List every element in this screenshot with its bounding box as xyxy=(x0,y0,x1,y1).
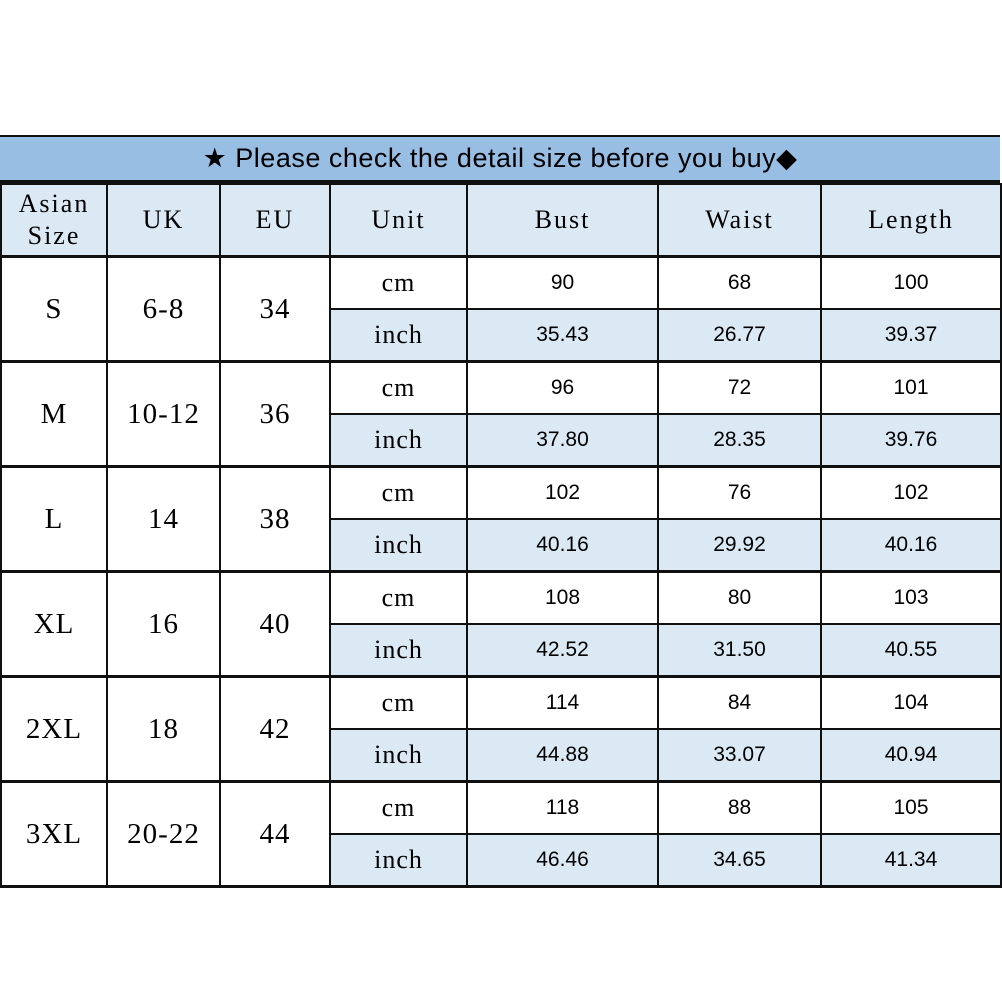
table-row xyxy=(1,257,1001,310)
bust-cm-cell: 114 xyxy=(467,677,658,730)
waist-cm-cell: 72 xyxy=(658,362,821,415)
waist-inch-cell: 26.77 xyxy=(658,309,821,362)
waist-inch-cell: 33.07 xyxy=(658,729,821,782)
header-bust: Bust xyxy=(467,184,658,257)
table-row xyxy=(1,782,1001,835)
header-unit: Unit xyxy=(330,184,467,257)
length-cm-cell: 102 xyxy=(821,467,1001,520)
uk-cell: 16 xyxy=(107,572,220,677)
length-cm-cell: 101 xyxy=(821,362,1001,415)
table-row xyxy=(1,572,1001,625)
bust-inch-cell: 46.46 xyxy=(467,834,658,887)
size-cell: XL xyxy=(1,572,107,677)
size-cell: 3XL xyxy=(1,782,107,887)
eu-cell: 36 xyxy=(220,362,330,467)
size-cell: S xyxy=(1,257,107,362)
unit-inch-cell: inch xyxy=(330,414,467,467)
unit-cm-cell: cm xyxy=(330,572,467,625)
table-row xyxy=(1,677,1001,730)
table-row xyxy=(1,362,1001,415)
size-cell: 2XL xyxy=(1,677,107,782)
length-cm-cell: 100 xyxy=(821,257,1001,310)
uk-cell: 18 xyxy=(107,677,220,782)
bust-inch-cell: 44.88 xyxy=(467,729,658,782)
bust-inch-cell: 35.43 xyxy=(467,309,658,362)
header-uk: UK xyxy=(107,184,220,257)
size-cell: L xyxy=(1,467,107,572)
length-inch-cell: 39.76 xyxy=(821,414,1001,467)
bust-cm-cell: 102 xyxy=(467,467,658,520)
header-eu: EU xyxy=(220,184,330,257)
length-inch-cell: 40.94 xyxy=(821,729,1001,782)
waist-cm-cell: 76 xyxy=(658,467,821,520)
uk-cell: 10-12 xyxy=(107,362,220,467)
header-asian-size: Asian Size xyxy=(1,184,107,257)
length-cm-cell: 105 xyxy=(821,782,1001,835)
unit-cm-cell: cm xyxy=(330,257,467,310)
unit-inch-cell: inch xyxy=(330,519,467,572)
bust-inch-cell: 42.52 xyxy=(467,624,658,677)
banner-text: ★ Please check the detail size before you buy◆ xyxy=(202,143,798,173)
unit-cm-cell: cm xyxy=(330,782,467,835)
bust-cm-cell: 96 xyxy=(467,362,658,415)
unit-cm-cell: cm xyxy=(330,362,467,415)
eu-cell: 38 xyxy=(220,467,330,572)
unit-inch-cell: inch xyxy=(330,834,467,887)
bust-cm-cell: 118 xyxy=(467,782,658,835)
length-inch-cell: 39.37 xyxy=(821,309,1001,362)
uk-cell: 20-22 xyxy=(107,782,220,887)
bust-inch-cell: 37.80 xyxy=(467,414,658,467)
header-waist: Waist xyxy=(658,184,821,257)
unit-inch-cell: inch xyxy=(330,309,467,362)
waist-inch-cell: 29.92 xyxy=(658,519,821,572)
bust-cm-cell: 108 xyxy=(467,572,658,625)
unit-cm-cell: cm xyxy=(330,467,467,520)
eu-cell: 40 xyxy=(220,572,330,677)
length-inch-cell: 40.16 xyxy=(821,519,1001,572)
uk-cell: 14 xyxy=(107,467,220,572)
bust-cm-cell: 90 xyxy=(467,257,658,310)
length-inch-cell: 41.34 xyxy=(821,834,1001,887)
table-header-row xyxy=(1,184,1001,257)
unit-cm-cell: cm xyxy=(330,677,467,730)
waist-cm-cell: 88 xyxy=(658,782,821,835)
waist-inch-cell: 28.35 xyxy=(658,414,821,467)
size-cell: M xyxy=(1,362,107,467)
eu-cell: 44 xyxy=(220,782,330,887)
unit-inch-cell: inch xyxy=(330,624,467,677)
length-inch-cell: 40.55 xyxy=(821,624,1001,677)
banner xyxy=(0,135,1000,183)
eu-cell: 34 xyxy=(220,257,330,362)
length-cm-cell: 103 xyxy=(821,572,1001,625)
size-chart-table xyxy=(0,183,1002,888)
waist-cm-cell: 68 xyxy=(658,257,821,310)
eu-cell: 42 xyxy=(220,677,330,782)
bust-inch-cell: 40.16 xyxy=(467,519,658,572)
table-row xyxy=(1,467,1001,520)
waist-inch-cell: 31.50 xyxy=(658,624,821,677)
length-cm-cell: 104 xyxy=(821,677,1001,730)
waist-cm-cell: 84 xyxy=(658,677,821,730)
size-chart xyxy=(0,135,1000,888)
waist-cm-cell: 80 xyxy=(658,572,821,625)
uk-cell: 6-8 xyxy=(107,257,220,362)
unit-inch-cell: inch xyxy=(330,729,467,782)
header-length: Length xyxy=(821,184,1001,257)
waist-inch-cell: 34.65 xyxy=(658,834,821,887)
